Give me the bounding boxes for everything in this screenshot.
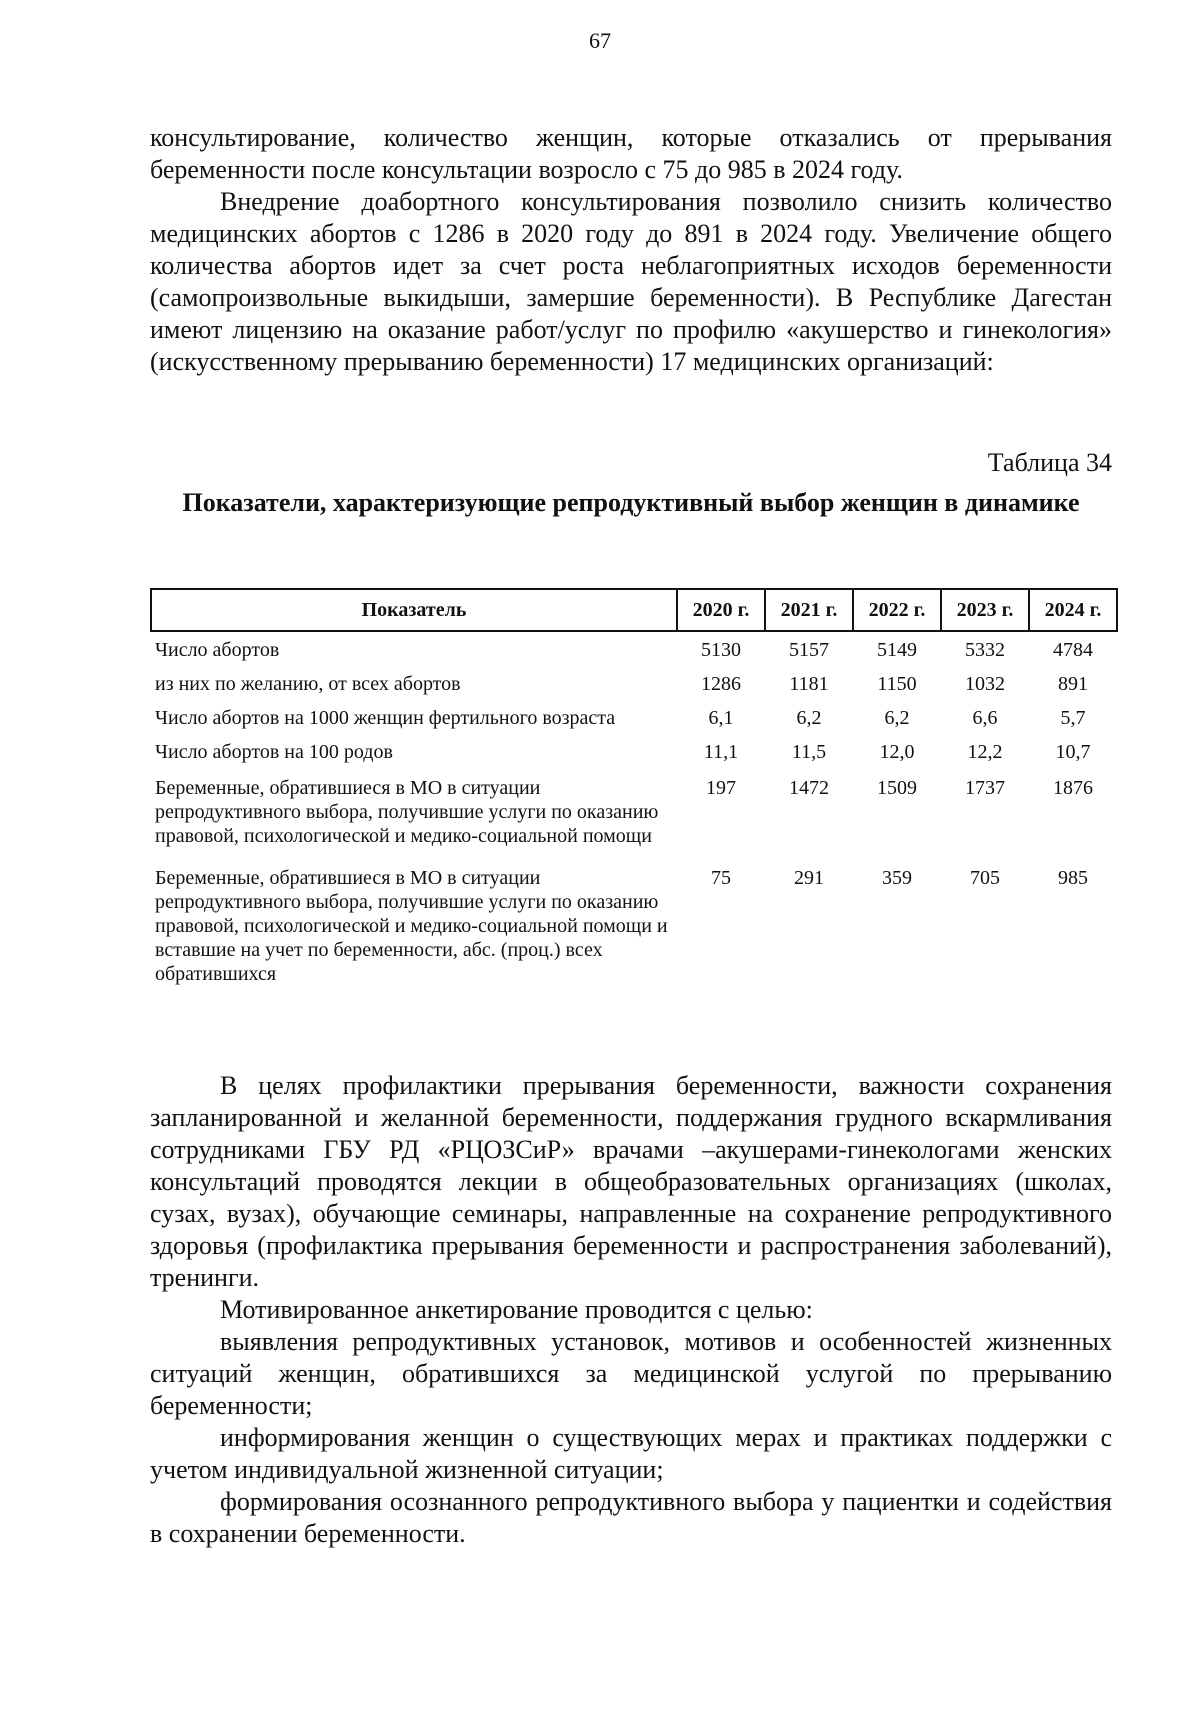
row-label: Беременные, обратившиеся в МО в ситуации репродуктивного выбора, получившие услуги по оказанию правовой, психологической и медико-социальной помощи и вставшие на учет по беременности, абс. (проц.) всех обратившихся: [155, 867, 668, 985]
cell-value: 11,1: [703, 741, 739, 763]
cell-value: 1032: [965, 673, 1005, 695]
table-row: [151, 858, 1117, 996]
cell-value: 6,1: [708, 707, 734, 729]
cell-value: 1737: [965, 777, 1005, 799]
row-label: Число абортов: [155, 639, 280, 661]
table-row: [151, 700, 1117, 734]
bottom-text-block: [150, 1070, 1112, 1550]
paragraph: Внедрение доабортного консультирования позволило снизить количество медицинских абортов с 1286 в 2020 году до 891 в 2024 году. Увеличение общего количества абортов идет за счет роста неблагоприятных исходов беременности (самопроизвольные выкидыши, замершие беременности). В Республике Дагестан имеют лицензию на оказание работ/услуг по профилю «акушерство и гинекология» (искусственному прерыванию беременности) 17 медицинских организаций:: [150, 187, 1112, 376]
paragraph: Мотивированное анкетирование проводится с целью:: [220, 1295, 813, 1324]
cell-value: 891: [1058, 673, 1088, 695]
paragraph: В целях профилактики прерывания беременности, важности сохранения запланированной и желанной беременности, поддержания грудного вскармливания сотрудниками ГБУ РД «РЦОЗСиР» врачами –акушерами-гинекологами женских консультаций проводятся лекции в общеобразовательных организациях (школах, сузах, вузах), обучающие семинары, направленные на сохранение репродуктивного здоровья (профилактика прерывания беременности и распространения заболеваний), тренинги.: [150, 1071, 1112, 1292]
cell-value: 1150: [877, 673, 917, 695]
cell-value: 359: [882, 867, 912, 889]
cell-value: 75: [711, 867, 731, 889]
paragraph: выявления репродуктивных установок, мотивов и особенностей жизненных ситуаций женщин, обратившихся за медицинской услугой по прерыванию беременности;: [150, 1327, 1112, 1420]
cell-value: 5332: [965, 639, 1005, 661]
cell-value: 1181: [789, 673, 829, 695]
cell-value: 10,7: [1055, 741, 1091, 763]
cell-value: 1509: [877, 777, 917, 799]
table-row: [151, 734, 1117, 768]
table-row: [151, 631, 1117, 666]
cell-value: 1286: [701, 673, 741, 695]
header-indicator: Показатель: [151, 589, 677, 631]
header-year-2024: 2024 г.: [1029, 589, 1117, 631]
cell-value: 291: [794, 867, 824, 889]
row-label: Число абортов на 100 родов: [155, 741, 393, 763]
cell-value: 6,2: [884, 707, 910, 729]
table-title: Показатели, характеризующие репродуктивный выбор женщин в динамике: [182, 488, 1080, 517]
cell-value: 4784: [1053, 639, 1093, 661]
paragraph: консультирование, количество женщин, которые отказались от прерывания беременности после консультации возросло с 75 до 985 в 2024 году.: [150, 123, 1112, 184]
header-year-2023: 2023 г.: [941, 589, 1029, 631]
top-text-block: [150, 122, 1112, 378]
indicators-table: [150, 588, 1118, 996]
row-label: Беременные, обратившиеся в МО в ситуации репродуктивного выбора, получившие услуги по оказанию правовой, психологической и медико-социальной помощи: [155, 777, 659, 847]
cell-value: 5149: [877, 639, 917, 661]
cell-value: 985: [1058, 867, 1088, 889]
header-year-2021: 2021 г.: [765, 589, 853, 631]
table-row: [151, 666, 1117, 700]
cell-value: 5130: [701, 639, 741, 661]
paragraph: информирования женщин о существующих мерах и практиках поддержки с учетом индивидуальной жизненной ситуации;: [150, 1423, 1112, 1484]
cell-value: 12,0: [879, 741, 915, 763]
cell-value: 5,7: [1060, 707, 1086, 729]
header-year-2020: 2020 г.: [677, 589, 765, 631]
cell-value: 6,6: [972, 707, 998, 729]
page-number: 67: [589, 28, 611, 53]
table-header-row: [151, 589, 1117, 631]
cell-value: 1472: [789, 777, 829, 799]
cell-value: 11,5: [791, 741, 827, 763]
row-label: из них по желанию, от всех абортов: [155, 673, 461, 695]
cell-value: 705: [970, 867, 1000, 889]
header-year-2022: 2022 г.: [853, 589, 941, 631]
cell-value: 5157: [789, 639, 829, 661]
cell-value: 197: [706, 777, 736, 799]
cell-value: 6,2: [796, 707, 822, 729]
table-row: [151, 768, 1117, 858]
row-label: Число абортов на 1000 женщин фертильного возраста: [155, 707, 616, 729]
cell-value: 1876: [1053, 777, 1093, 799]
paragraph: формирования осознанного репродуктивного выбора у пациентки и содействия в сохранении беременности.: [150, 1487, 1112, 1548]
cell-value: 12,2: [967, 741, 1003, 763]
table-caption: Таблица 34: [987, 448, 1112, 477]
